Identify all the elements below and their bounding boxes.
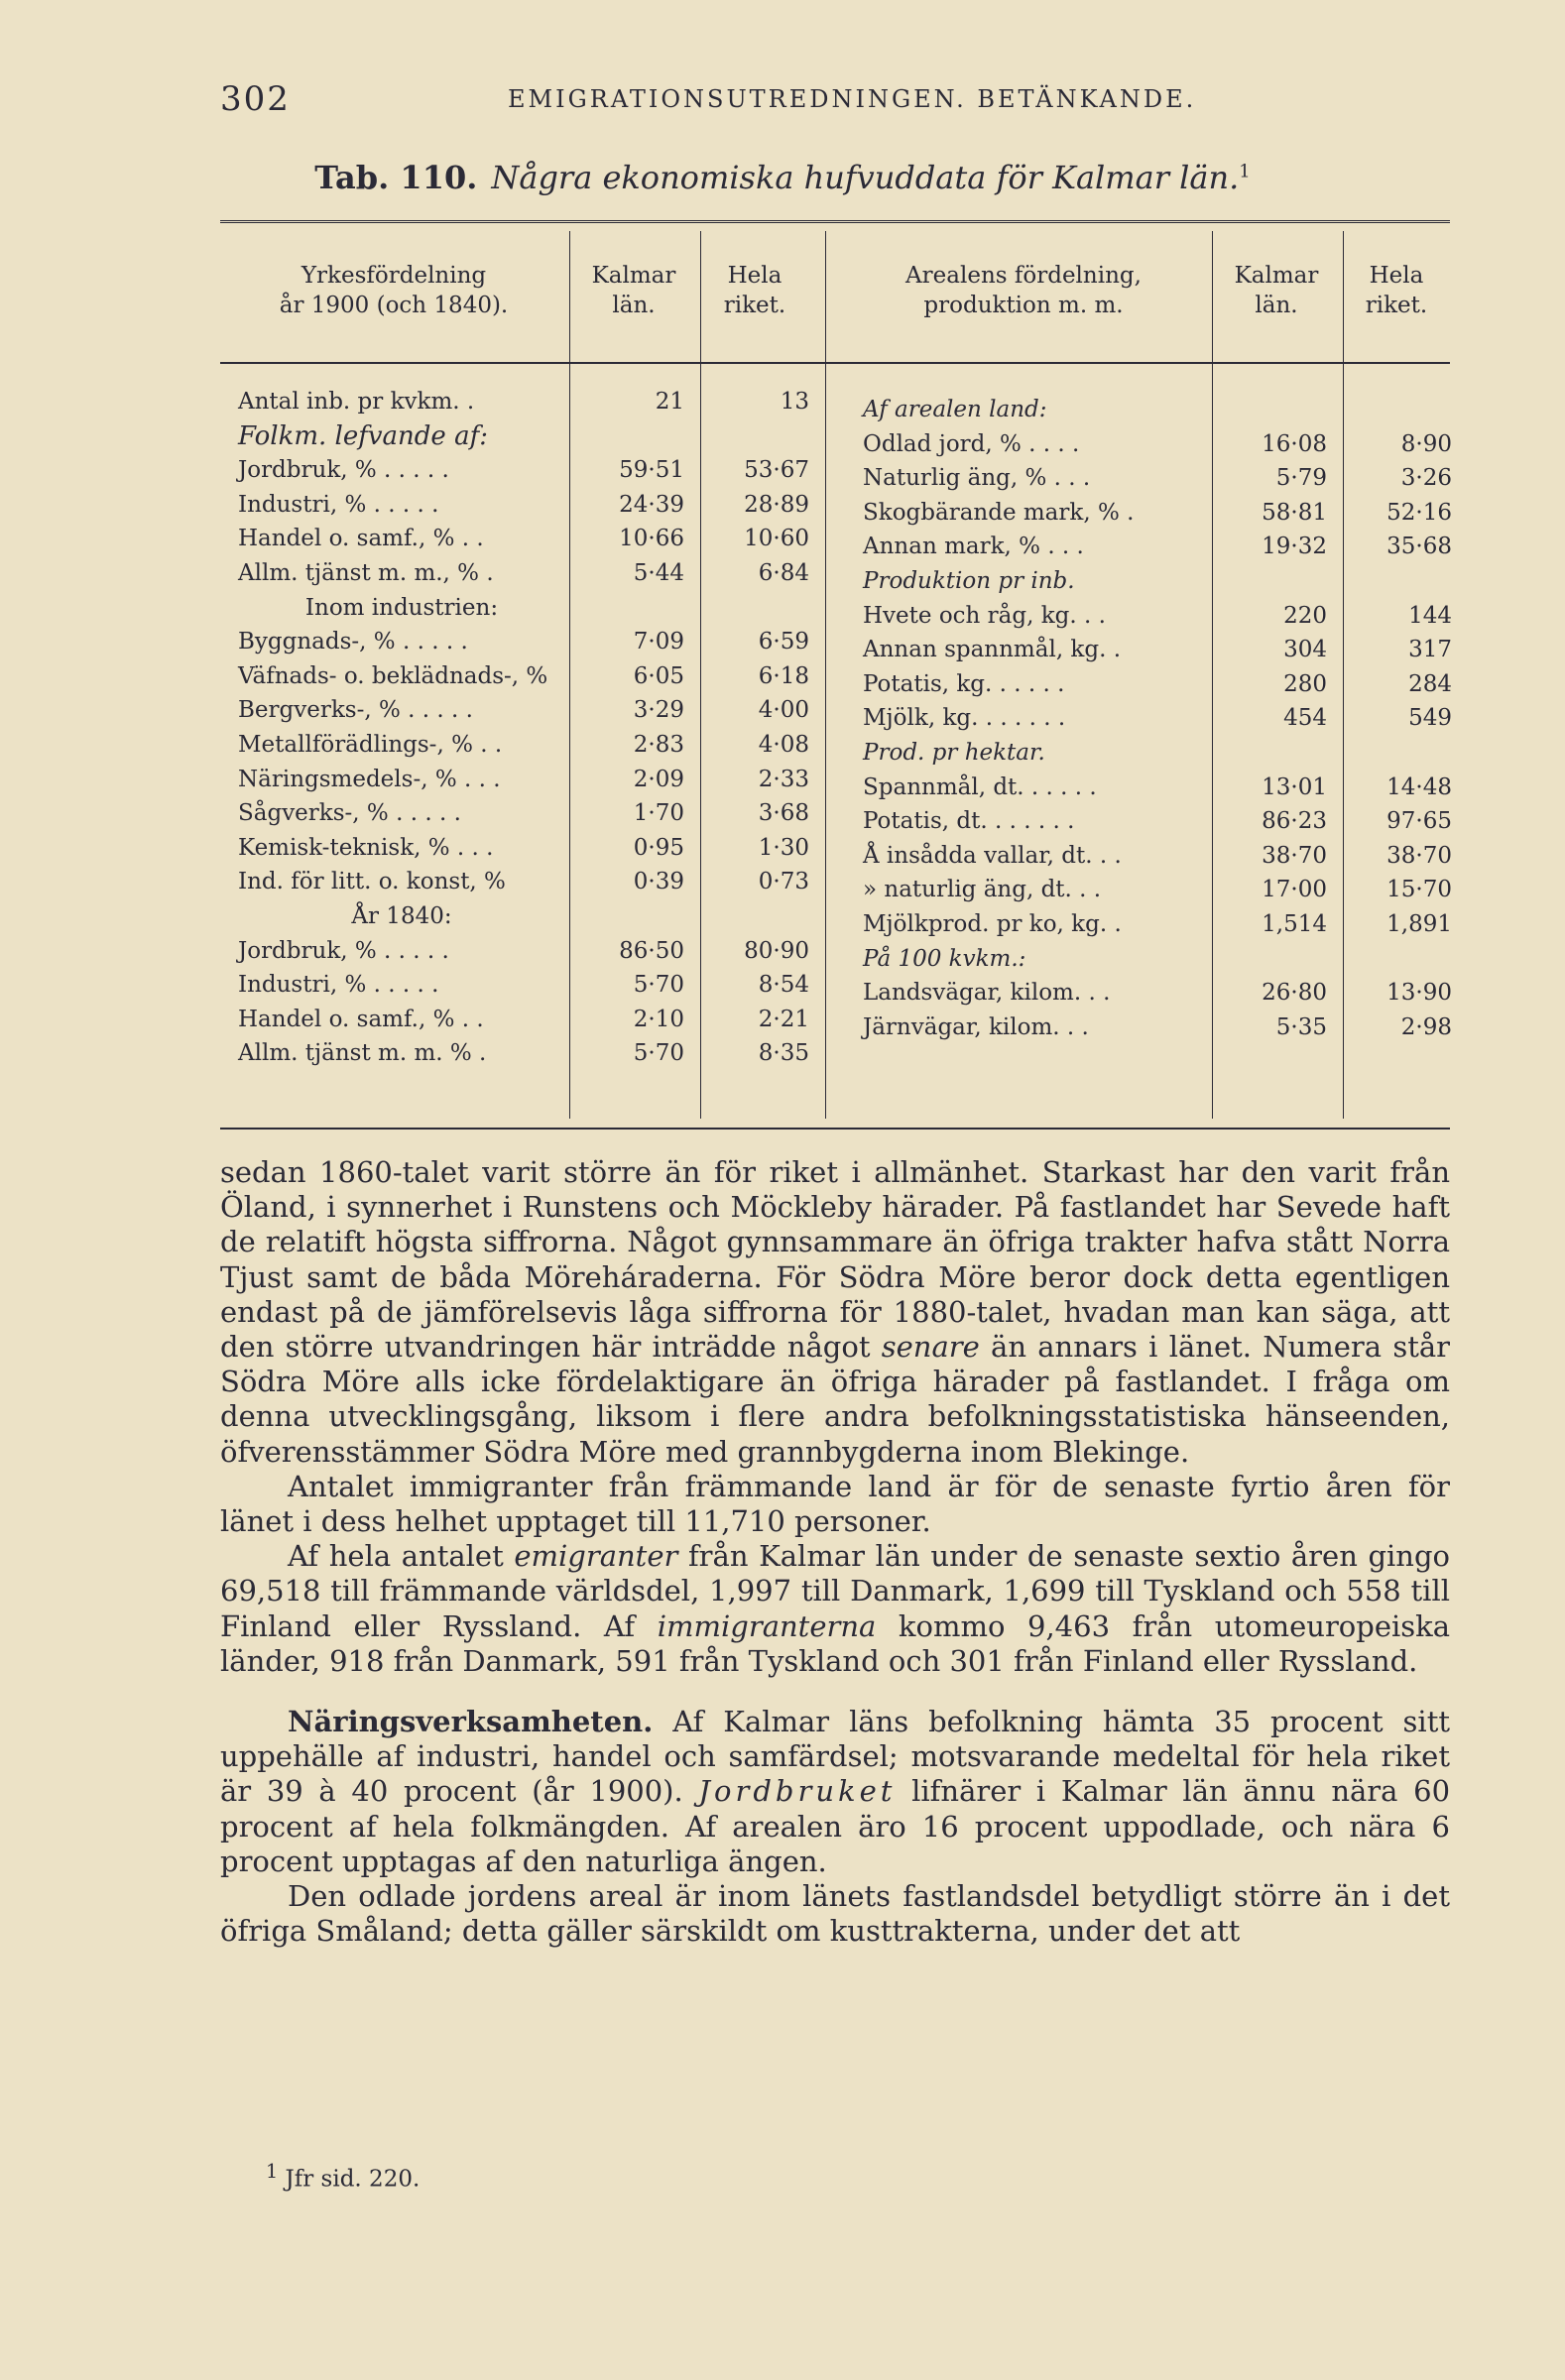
row-label: » naturlig äng, dt. . .: [863, 877, 1102, 903]
paragraph-text: än annars i länet. Numera står Södra Möre alls icke fördelaktigare än öfriga härader på fastlandet. I fråga om denna utvecklingsgång, liksom i flere andra befolkningsstatistiska hänseenden, öfverensstämmer Södra Möre med grannbygderna inom Blekinge.: [220, 1330, 1451, 1469]
emphasis: immigranterna: [657, 1608, 877, 1643]
cell-kalmar: 10·66: [619, 526, 684, 552]
cell-riket: 1,891: [1386, 911, 1452, 937]
cell-kalmar: 24·39: [619, 491, 684, 518]
paragraph-text: Af hela antalet: [288, 1539, 504, 1574]
cell-riket: 13·90: [1386, 980, 1452, 1007]
row-label: Å insådda vallar, dt. . .: [863, 842, 1122, 869]
header-kalmar-left: Kalmar län.: [591, 263, 676, 318]
header-riket-left: Hela riket.: [723, 263, 786, 318]
paragraph: [220, 1155, 1450, 1470]
cell-kalmar: 16·08: [1262, 430, 1327, 457]
cell-kalmar: 1,514: [1262, 911, 1327, 937]
row-label: Sågverks-, % . . . . .: [238, 800, 461, 827]
cell-kalmar: 17·00: [1262, 877, 1327, 903]
cell-kalmar: 2·10: [633, 1006, 684, 1032]
cell-riket: 6·84: [758, 560, 809, 586]
cell-kalmar: 5·44: [633, 560, 684, 586]
row-label: Väfnads- o. beklädnads-, %: [238, 662, 548, 689]
row-label: Hvete och råg, kg. . .: [863, 602, 1106, 629]
cell-riket: 6·59: [758, 629, 809, 655]
cell-kalmar: 5·70: [633, 972, 684, 999]
table-caption: Några ekonomiska hufvuddata för Kalmar län.: [491, 159, 1240, 196]
cell-riket: 8·90: [1400, 430, 1452, 457]
row-label: Byggnads-, % . . . . .: [238, 629, 468, 655]
cell-riket: 97·65: [1386, 808, 1452, 835]
row-label: Spannmål, dt. . . . . .: [863, 774, 1097, 800]
footnote-text: Jfr sid. 220.: [285, 2166, 421, 2193]
header-riket-right: Hela riket.: [1365, 263, 1428, 318]
row-label: Mjölkprod. pr ko, kg. .: [863, 911, 1122, 937]
data-table: [220, 220, 1450, 1130]
cell-kalmar: 0·95: [633, 834, 684, 861]
cell-kalmar: 58·81: [1262, 499, 1327, 526]
row-label: Allm. tjänst m. m., % .: [238, 560, 494, 586]
cell-riket: 2·21: [758, 1006, 809, 1032]
header-yrkesfordelning: Yrkesfördelning år 1900 (och 1840).: [279, 263, 509, 318]
cell-kalmar: 304: [1283, 637, 1327, 663]
emphasis: Jordbruket: [698, 1774, 897, 1809]
row-label: Bergverks-, % . . . . .: [238, 697, 473, 724]
row-label: Industri, % . . . . .: [238, 972, 439, 999]
paragraph: [220, 1539, 1450, 1679]
paragraph-text: från Kalmar län under de senaste sextio åren gingo 69,518 till främmande världsdel, 1,997 till Danmark, 1,699 till Tyskland och 558 till Finland eller Ryssland. Af: [220, 1539, 1451, 1643]
running-title: EMIGRATIONSUTREDNINGEN. BETÄNKANDE.: [508, 85, 1197, 113]
paragraph: Antalet immigranter från främmande land är för de senaste fyrtio åren för länet i dess helhet upptaget till 11,710 personer.: [220, 1469, 1450, 1539]
row-label: Ind. för litt. o. konst, %: [238, 869, 506, 895]
cell-kalmar: 2·09: [633, 766, 684, 792]
cell-kalmar: 6·05: [633, 662, 684, 689]
cell-riket: 2·33: [758, 766, 809, 792]
page-number: 302: [220, 79, 291, 119]
row-label: På 100 kvkm.:: [863, 945, 1026, 972]
row-label: Järnvägar, kilom. . .: [863, 1013, 1089, 1040]
cell-riket: 52·16: [1386, 499, 1452, 526]
cell-riket: 3·68: [758, 800, 809, 827]
cell-riket: 0·73: [758, 869, 809, 895]
cell-kalmar: 7·09: [633, 629, 684, 655]
cell-kalmar: 454: [1283, 705, 1327, 732]
row-label: Prod. pr hektar.: [863, 740, 1045, 766]
row-label: Annan spannmål, kg. .: [863, 637, 1122, 663]
cell-riket: 144: [1408, 602, 1452, 629]
cell-riket: 80·90: [744, 937, 809, 964]
cell-riket: 14·48: [1386, 774, 1452, 800]
body-text: [220, 1155, 1450, 1949]
column-rule: [1212, 231, 1213, 1119]
cell-kalmar: 13·01: [1262, 774, 1327, 800]
cell-kalmar: 2·83: [633, 732, 684, 758]
row-label: Af arealen land:: [863, 397, 1047, 422]
cell-riket: 53·67: [744, 457, 809, 484]
cell-riket: 10·60: [744, 526, 809, 552]
row-label: Handel o. samf., % . .: [238, 526, 484, 552]
header-arealens: Arealens fördelning, produktion m. m.: [905, 263, 1142, 318]
cell-riket: 284: [1408, 670, 1452, 697]
row-label: Inom industrien:: [304, 594, 499, 621]
cell-kalmar: 1·70: [633, 800, 684, 827]
cell-kalmar: 280: [1283, 670, 1327, 697]
cell-riket: 1·30: [758, 834, 809, 861]
table-note-mark: 1: [1239, 161, 1251, 182]
row-label: Produktion pr inb.: [863, 568, 1075, 594]
column-rule: [569, 231, 570, 1119]
row-label: Naturlig äng, % . . .: [863, 465, 1091, 492]
cell-riket: 3·26: [1400, 465, 1452, 492]
row-label: Skogbärande mark, % .: [863, 499, 1135, 526]
row-label: Allm. tjänst m. m. % .: [238, 1040, 487, 1067]
cell-riket: 8·54: [758, 972, 809, 999]
cell-riket: 38·70: [1386, 842, 1452, 869]
row-label: Landsvägar, kilom. . .: [863, 980, 1111, 1007]
row-label: Jordbruk, % . . . . .: [238, 937, 449, 964]
cell-riket: 13: [780, 389, 809, 415]
column-rule: [825, 231, 826, 1119]
table-header: [220, 223, 1450, 364]
header-kalmar-right: Kalmar län.: [1234, 263, 1319, 318]
row-label: Metallförädlings-, % . .: [238, 732, 503, 758]
section-heading: Näringsverksamheten.: [288, 1705, 654, 1739]
cell-riket: 6·18: [758, 662, 809, 689]
table-title: [0, 159, 1565, 196]
cell-kalmar: 3·29: [633, 697, 684, 724]
row-label: Annan mark, % . . .: [863, 534, 1084, 560]
row-label: År 1840:: [351, 903, 452, 929]
paragraph: Den odlade jordens areal är inom länets fastlandsdel betydligt större än i det öfriga Småland; detta gäller särskildt om kusttrakterna, under det att: [220, 1879, 1450, 1949]
cell-riket: 8·35: [758, 1040, 809, 1067]
paragraph-text: Af Kalmar läns befolkning hämta 35 procent sitt uppehälle af industri, handel och samfärdsel; motsvarande medeltal för hela riket är 39 à 40 procent (år 1900).: [220, 1705, 1451, 1809]
footnote-mark: 1: [266, 2160, 279, 2183]
cell-kalmar: 5·79: [1275, 465, 1327, 492]
paragraph-text: lifnärer i Kalmar län ännu nära 60 procent af hela folkmängden. Af arealen äro 16 procent uppodlade, och nära 6 procent upptagas af den naturliga ängen.: [220, 1774, 1451, 1878]
cell-kalmar: 19·32: [1262, 534, 1327, 560]
footnote: [266, 2160, 420, 2193]
cell-riket: 549: [1408, 705, 1452, 732]
row-label: Mjölk, kg. . . . . . .: [863, 705, 1066, 732]
cell-riket: 2·98: [1400, 1013, 1452, 1040]
cell-kalmar: 38·70: [1262, 842, 1327, 869]
row-label: Industri, % . . . . .: [238, 491, 439, 518]
cell-riket: 4·08: [758, 732, 809, 758]
row-label: Potatis, dt. . . . . . .: [863, 808, 1075, 835]
cell-kalmar: 5·70: [633, 1040, 684, 1067]
cell-riket: 35·68: [1386, 534, 1452, 560]
cell-kalmar: 220: [1283, 602, 1327, 629]
paragraph: [220, 1705, 1450, 1879]
emphasis: emigranter: [514, 1539, 678, 1574]
cell-kalmar: 59·51: [619, 457, 684, 484]
row-label: Folkm. lefvande af:: [238, 420, 488, 451]
cell-kalmar: 21: [655, 389, 684, 415]
cell-kalmar: 86·23: [1262, 808, 1327, 835]
cell-riket: 4·00: [758, 697, 809, 724]
row-label: Handel o. samf., % . .: [238, 1006, 484, 1032]
table-label: Tab. 110.: [314, 159, 478, 196]
cell-riket: 317: [1408, 637, 1452, 663]
row-label: Potatis, kg. . . . . .: [863, 670, 1065, 697]
cell-kalmar: 0·39: [633, 869, 684, 895]
cell-riket: 28·89: [744, 491, 809, 518]
cell-kalmar: 86·50: [619, 937, 684, 964]
cell-kalmar: 26·80: [1262, 980, 1327, 1007]
row-label: Kemisk-teknisk, % . . .: [238, 834, 494, 861]
row-label: Odlad jord, % . . . .: [863, 430, 1080, 457]
paragraph-text: kommo 9,463 från utomeuropeiska länder, 918 från Danmark, 591 från Tyskland och 301 från Finland eller Ryssland.: [220, 1608, 1451, 1678]
paragraph-text: sedan 1860-talet varit större än för riket i allmänhet. Starkast har den varit från Öland, i synnerhet i Runstens och Möckleby härader. På fastlandet har Sevede haft de relatift högsta siffrorna. Något gynnsammare än öfriga trakter hafva stått Norra Tjust samt de båda Möreháraderna. För Södra Möre beror dock detta egentligen endast på de jämförelsevis låga siffrorna för 1880-talet, hvadan man kan säga, att den större utvandringen här inträdde något: [220, 1155, 1450, 1365]
row-label: Näringsmedels-, % . . .: [238, 766, 501, 792]
cell-kalmar: 5·35: [1275, 1013, 1327, 1040]
cell-riket: 15·70: [1386, 877, 1452, 903]
emphasis: senare: [881, 1330, 980, 1365]
row-label: Jordbruk, % . . . . .: [238, 457, 449, 484]
row-label: Antal inb. pr kvkm. .: [238, 389, 475, 415]
